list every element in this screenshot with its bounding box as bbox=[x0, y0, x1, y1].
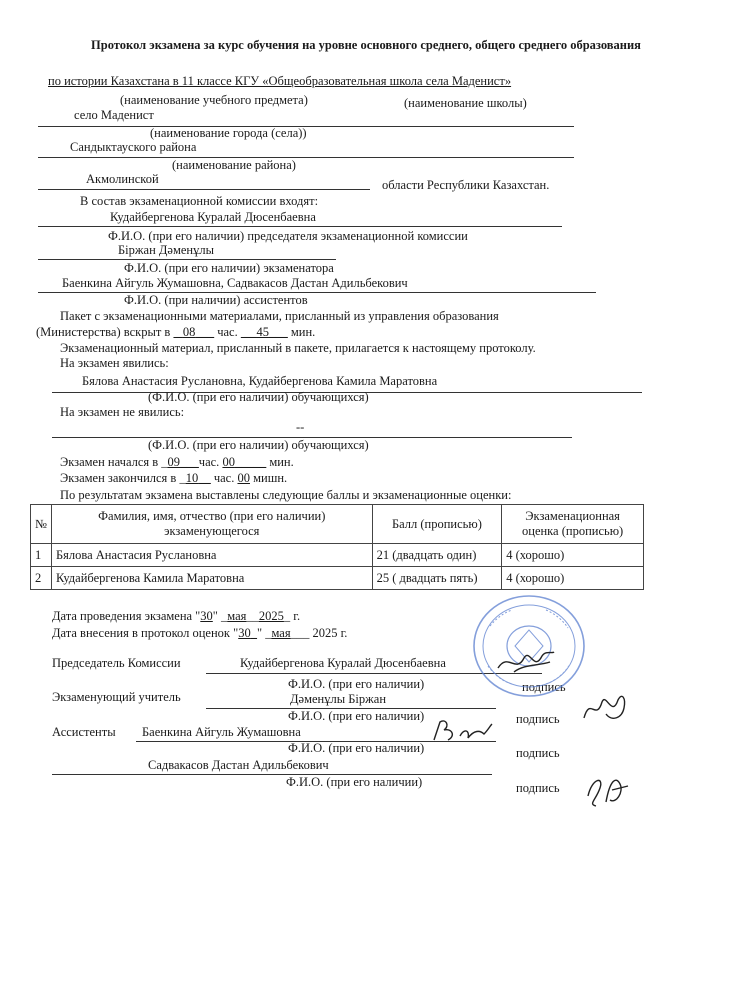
row-grade: 4 (хорошо) bbox=[502, 567, 644, 590]
row-name: Бялова Анастасия Руслановна bbox=[51, 544, 372, 567]
start-hour: 09 bbox=[167, 455, 181, 469]
teacher-sign-caption: подпись bbox=[516, 712, 560, 726]
absent-caption: (Ф.И.О. (при его наличии) обучающихся) bbox=[148, 438, 369, 452]
region-suffix: области Республики Казахстан. bbox=[382, 178, 550, 192]
row-num: 1 bbox=[31, 544, 52, 567]
document-title: Протокол экзамена за курс обучения на уровне основного среднего, общего среднего образования bbox=[91, 38, 641, 52]
assistants-line bbox=[38, 292, 596, 293]
entry-date: Дата внесения в протокол оценок "30_" _мая___ 2025 г. bbox=[52, 626, 348, 640]
school-caption: (наименование школы) bbox=[404, 96, 527, 110]
scores-table bbox=[30, 504, 644, 590]
city-caption: (наименование города (села)) bbox=[150, 126, 307, 140]
present-caption: (Ф.И.О. (при его наличии) обучающихся) bbox=[148, 390, 369, 404]
chair-sign-caption: подпись bbox=[522, 680, 566, 694]
examiner-caption: Ф.И.О. (при его наличии) экзаменатора bbox=[124, 261, 334, 275]
chair-sign-name: Кудайбергенова Куралай Дюсенбаевна bbox=[240, 656, 446, 670]
assistants-names: Баенкина Айгуль Жумашовна, Садвакасов Дастан Адильбекович bbox=[62, 276, 408, 290]
header-score: Балл (прописью) bbox=[372, 505, 502, 544]
end-min: 00 bbox=[237, 471, 250, 485]
package-attached: Экзаменационный материал, присланный в пакете, прилагается к настоящему протоколу. bbox=[60, 341, 536, 355]
commission-intro: В состав экзаменационной комиссии входят: bbox=[80, 194, 319, 208]
chair-signature bbox=[494, 646, 558, 678]
assistant2-line bbox=[52, 774, 492, 775]
package-hour: 08 bbox=[182, 325, 196, 339]
end-hour: 10 bbox=[185, 471, 199, 485]
assistants-sign-label: Ассистенты bbox=[52, 725, 116, 739]
chair-fio-caption: Ф.И.О. (при его наличии) bbox=[288, 677, 425, 691]
assistant2-signature bbox=[582, 770, 632, 810]
teacher-fio-caption: Ф.И.О. (при его наличии) bbox=[288, 709, 425, 723]
teacher-sign-name: Дәменұлы Біржан bbox=[290, 692, 387, 706]
header-num: № bbox=[31, 505, 52, 544]
assistant2-name: Садвакасов Дастан Адильбекович bbox=[148, 758, 329, 772]
entry-day: 30 bbox=[238, 626, 251, 640]
teacher-sign-label: Экзаменующий учитель bbox=[52, 690, 181, 704]
table-row bbox=[31, 567, 644, 590]
exam-end: Экзамен закончился в _10__ час. 00 мишн. bbox=[60, 471, 288, 485]
chair-caption: Ф.И.О. (при его наличии) председателя экзаменационной комиссии bbox=[108, 229, 468, 243]
assistant1-fio-caption: Ф.И.О. (при его наличии) bbox=[288, 741, 425, 755]
present-names: Бялова Анастасия Руслановна, Кудайбергенова Камила Маратовна bbox=[82, 374, 438, 388]
region-value: Акмолинской bbox=[86, 172, 159, 186]
chair-name: Кудайбергенова Куралай Дюсенбаевна bbox=[110, 210, 316, 224]
row-name: Кудайбергенова Камила Маратовна bbox=[51, 567, 372, 590]
assistant2-sign-caption: подпись bbox=[516, 781, 560, 795]
district-value: Сандыктауского района bbox=[70, 140, 197, 154]
assistant2-fio-caption: Ф.И.О. (при его наличии) bbox=[286, 775, 423, 789]
region-line bbox=[38, 189, 370, 190]
district-line bbox=[38, 157, 574, 158]
exam-start: Экзамен начался в _09___час. 00_____ мин. bbox=[60, 455, 294, 469]
exam-date: Дата проведения экзамена "30" _мая__2025_ г. bbox=[52, 609, 301, 623]
entry-month: мая bbox=[271, 626, 291, 640]
chair-line bbox=[38, 226, 562, 227]
exam-year: 2025 bbox=[258, 609, 284, 623]
examiner-name: Біржан Дәменұлы bbox=[118, 243, 215, 257]
assistant1-sign-caption: подпись bbox=[516, 746, 560, 760]
header-name: Фамилия, имя, отчество (при его наличии) экзаменующегося bbox=[51, 505, 372, 544]
header-grade: Экзаменационная оценка (прописью) bbox=[502, 505, 644, 544]
results-intro: По результатам экзамена выставлены следующие баллы и экзаменационные оценки: bbox=[60, 488, 512, 502]
row-score: 25 ( двадцать пять) bbox=[372, 567, 502, 590]
exam-day: 30 bbox=[200, 609, 213, 623]
row-num: 2 bbox=[31, 567, 52, 590]
teacher-signature bbox=[578, 688, 630, 728]
package-line2: (Министерства) вскрыт в _08___ час. __45___ мин. bbox=[36, 325, 316, 339]
exam-month: мая bbox=[227, 609, 247, 623]
examiner-line bbox=[38, 259, 336, 260]
district-caption: (наименование района) bbox=[172, 158, 296, 172]
row-grade: 4 (хорошо) bbox=[502, 544, 644, 567]
assistant1-signature bbox=[430, 716, 494, 746]
city-value: село Маденист bbox=[74, 108, 154, 122]
table-header-row bbox=[31, 505, 644, 544]
assistants-caption: Ф.И.О. (при наличии) ассистентов bbox=[124, 293, 308, 307]
package-line1: Пакет с экзаменационными материалами, присланный из управления образования bbox=[60, 309, 499, 323]
entry-year: 2025 bbox=[312, 626, 338, 640]
row-score: 21 (двадцать один) bbox=[372, 544, 502, 567]
subject-caption: (наименование учебного предмета) bbox=[120, 93, 308, 107]
table-row bbox=[31, 544, 644, 567]
absent-value: -- bbox=[296, 420, 305, 434]
subject-school-line: по истории Казахстана в 11 классе КГУ «Общеобразовательная школа села Маденист» bbox=[48, 74, 512, 88]
start-min: 00 bbox=[222, 455, 235, 469]
absent-label: На экзамен не явились: bbox=[60, 405, 185, 419]
present-label: На экзамен явились: bbox=[60, 356, 169, 370]
assistant1-name: Баенкина Айгуль Жумашовна bbox=[142, 725, 301, 739]
chair-sign-label: Председатель Комиссии bbox=[52, 656, 181, 670]
package-minute: 45 bbox=[256, 325, 269, 339]
